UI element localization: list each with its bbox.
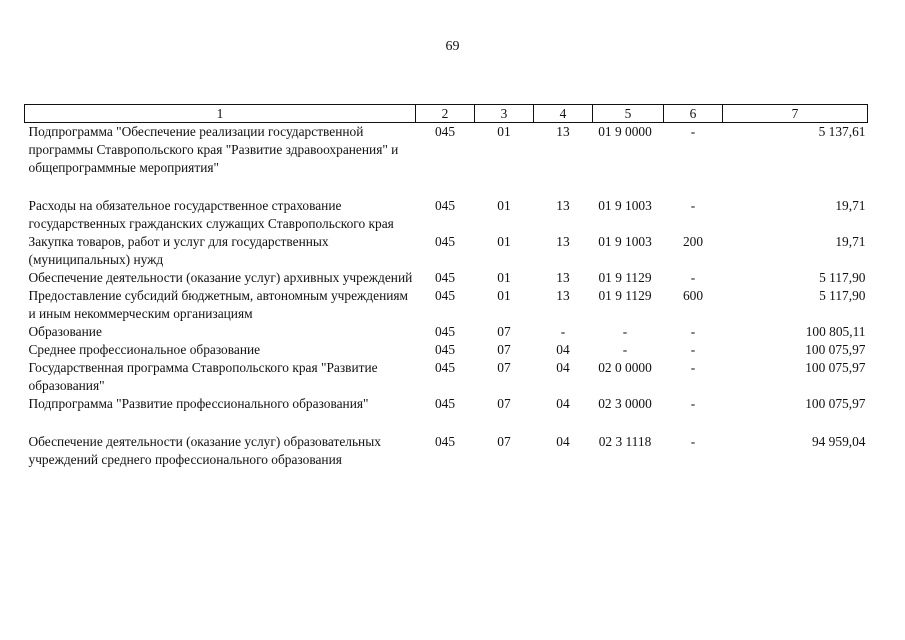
header-row <box>25 105 868 123</box>
row-amount: 19,71 <box>835 234 866 249</box>
row-amount: 5 137,61 <box>818 124 866 139</box>
row-ministry-code: 045 <box>434 198 456 213</box>
header-col-3: 3 <box>475 105 534 123</box>
row-expense-type: 600 <box>682 288 704 303</box>
row-target-code: - <box>622 342 628 357</box>
table-row <box>25 233 868 269</box>
row-expense-type: - <box>690 434 696 449</box>
table-row <box>25 359 868 395</box>
row-expense-type: - <box>690 324 696 339</box>
row-name: Подпрограмма "Развитие профессионального образования" <box>28 396 369 411</box>
row-amount: 5 117,90 <box>819 288 866 303</box>
table-row <box>25 395 868 433</box>
row-amount: 5 117,90 <box>819 270 866 285</box>
table-header <box>25 105 868 123</box>
row-ministry-code: 045 <box>434 396 456 411</box>
table-row <box>25 123 868 198</box>
row-subsection-code: 13 <box>556 124 570 139</box>
row-ministry-code: 045 <box>434 342 456 357</box>
table-row <box>25 287 868 323</box>
row-expense-type: - <box>690 270 696 285</box>
table-row <box>25 341 868 359</box>
row-target-code: 01 9 1129 <box>598 288 652 303</box>
row-expense-type: - <box>690 360 696 375</box>
row-expense-type: 200 <box>682 234 704 249</box>
row-name: Обеспечение деятельности (оказание услуг) образовательных учреждений среднего профессионального образования <box>28 434 381 467</box>
row-subsection-code: 04 <box>556 342 570 357</box>
row-subsection-code: - <box>560 324 566 339</box>
row-section-code: 01 <box>497 198 511 213</box>
row-ministry-code: 045 <box>434 434 456 449</box>
row-ministry-code: 045 <box>434 288 456 303</box>
table-row <box>25 197 868 233</box>
row-subsection-code: 13 <box>556 288 570 303</box>
row-section-code: 07 <box>497 360 511 375</box>
row-name: Обеспечение деятельности (оказание услуг) архивных учреждений <box>28 270 413 285</box>
header-col-6: 6 <box>664 105 723 123</box>
table-row <box>25 433 868 469</box>
row-expense-type: - <box>690 396 696 411</box>
row-target-code: 02 3 1118 <box>598 434 652 449</box>
row-subsection-code: 04 <box>556 360 570 375</box>
row-section-code: 01 <box>497 234 511 249</box>
row-subsection-code: 13 <box>556 198 570 213</box>
row-name: Закупка товаров, работ и услуг для государственных (муниципальных) нужд <box>28 234 329 267</box>
row-expense-type: - <box>690 124 696 139</box>
header-col-4: 4 <box>534 105 593 123</box>
row-subsection-code: 04 <box>556 396 570 411</box>
row-name: Подпрограмма "Обеспечение реализации государственной программы Ставропольского края "Развитие здравоохранения" и общепрограммные мероприятия" <box>28 124 399 175</box>
row-ministry-code: 045 <box>434 124 456 139</box>
row-expense-type: - <box>690 198 696 213</box>
row-ministry-code: 045 <box>434 360 456 375</box>
header-col-2: 2 <box>416 105 475 123</box>
row-target-code: - <box>622 324 628 339</box>
row-amount: 100 075,97 <box>805 342 866 357</box>
row-ministry-code: 045 <box>434 234 456 249</box>
header-col-5: 5 <box>593 105 664 123</box>
header-col-7: 7 <box>723 105 868 123</box>
row-subsection-code: 13 <box>556 234 570 249</box>
table-row <box>25 323 868 341</box>
budget-table <box>24 104 868 469</box>
row-amount: 94 959,04 <box>811 434 866 449</box>
row-target-code: 01 9 1003 <box>598 234 652 249</box>
row-name: Государственная программа Ставропольского края "Развитие образования" <box>28 360 378 393</box>
row-section-code: 07 <box>497 324 511 339</box>
row-section-code: 07 <box>497 396 511 411</box>
row-section-code: 01 <box>497 124 511 139</box>
row-name: Образование <box>28 324 102 339</box>
row-ministry-code: 045 <box>434 324 456 339</box>
row-amount: 100 075,97 <box>805 396 866 411</box>
page-number: 69 <box>445 39 460 54</box>
row-name: Расходы на обязательное государственное страхование государственных гражданских служащих Ставропольского края <box>28 198 394 231</box>
row-target-code: 01 9 1129 <box>598 270 652 285</box>
row-section-code: 07 <box>497 434 511 449</box>
row-amount: 100 805,11 <box>805 324 866 339</box>
row-target-code: 01 9 0000 <box>598 124 652 139</box>
row-target-code: 02 3 0000 <box>598 396 652 411</box>
header-col-1: 1 <box>25 105 416 123</box>
row-section-code: 07 <box>497 342 511 357</box>
row-section-code: 01 <box>497 288 511 303</box>
row-amount: 19,71 <box>835 198 866 213</box>
row-expense-type: - <box>690 342 696 357</box>
row-subsection-code: 13 <box>556 270 570 285</box>
row-name: Предоставление субсидий бюджетным, автономным учреждениям и иным некоммерческим организациям <box>28 288 409 321</box>
row-amount: 100 075,97 <box>805 360 866 375</box>
row-subsection-code: 04 <box>556 434 570 449</box>
table-body <box>25 123 868 470</box>
row-target-code: 01 9 1003 <box>598 198 652 213</box>
row-target-code: 02 0 0000 <box>598 360 652 375</box>
row-section-code: 01 <box>497 270 511 285</box>
row-ministry-code: 045 <box>434 270 456 285</box>
table-row <box>25 269 868 287</box>
row-name: Среднее профессиональное образование <box>28 342 261 357</box>
